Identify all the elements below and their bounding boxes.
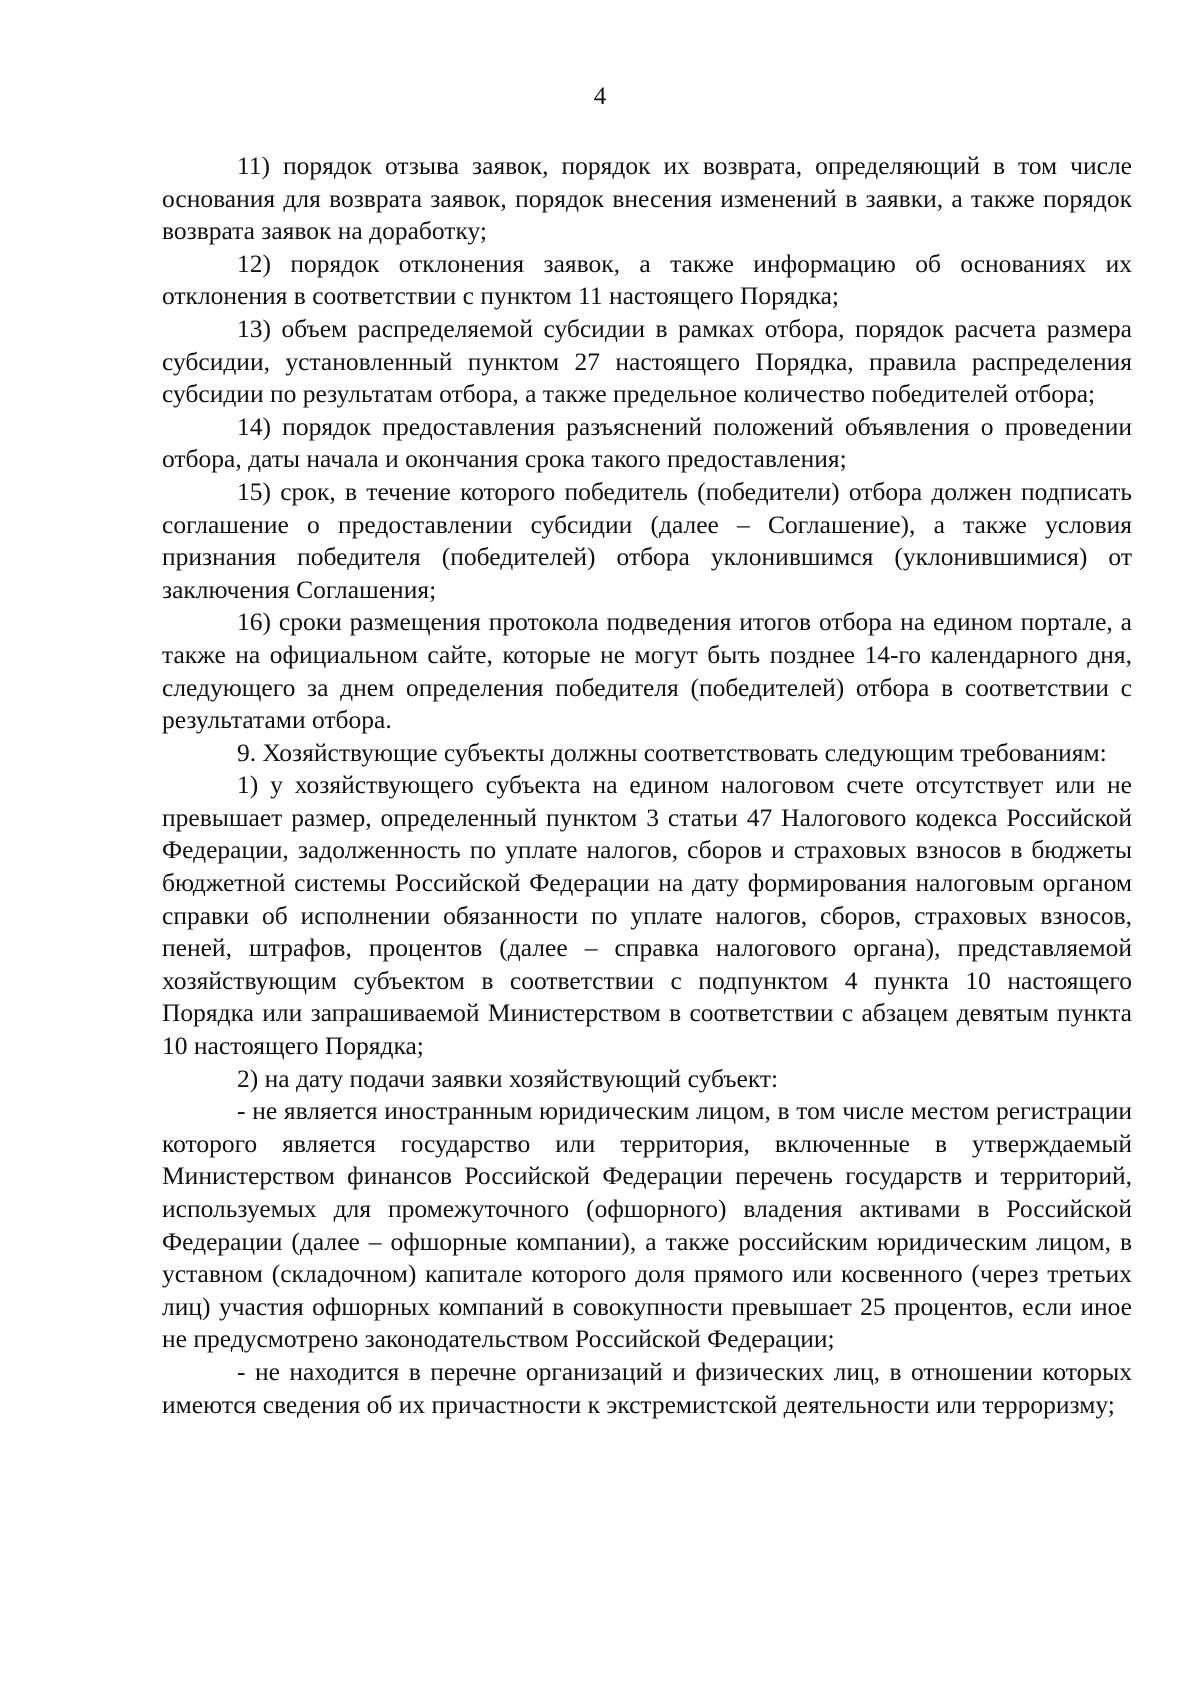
paragraph-item-11: 11) порядок отзыва заявок, порядок их возврата, определяющий в том числе основания для возврата заявок, порядок внесения изменений в заявки, а также порядок возврата заявок на доработку; (162, 151, 1132, 246)
document-body (162, 150, 1132, 1421)
paragraph-item-12: 12) порядок отклонения заявок, а также информацию об основаниях их отклонения в соответствии с пунктом 11 настоящего Порядка; (162, 248, 1132, 311)
paragraph-item-13: 13) объем распределяемой субсидии в рамках отбора, порядок расчета размера субсидии, установленный пунктом 27 настоящего Порядка, правила распределения субсидии по результатам отбора, а также предельное количество победителей отбора; (162, 313, 1132, 409)
paragraph-requirement-1: 1) у хозяйствующего субъекта на едином налоговом счете отсутствует или не превышает размер, определенный пунктом 3 статьи 47 Налогового кодекса Российской Федерации, задолженность по уплате налогов, сборов и страховых взносов в бюджеты бюджетной системы Российской Федерации на дату формирования налоговым органом справки об исполнении обязанности по уплате налогов, сборов, страховых взносов, пеней, штрафов, процентов (далее – справка налогового органа), представляемой хозяйствующим субъектом в соответствии с подпунктом 4 пункта 10 настоящего Порядка или запрашиваемой Министерством в соответствии с абзацем девятым пункта 10 настоящего Порядка; (162, 770, 1132, 1061)
paragraph-item-16: 16) сроки размещения протокола подведения итогов отбора на едином портале, а также на официальном сайте, которые не могут быть позднее 14-го календарного дня, следующего за днем определения победителя (победителей) отбора в соответствии с результатами отбора. (162, 607, 1132, 735)
page-number: 4 (593, 83, 607, 110)
paragraph-dash-offshore: - не является иностранным юридическим лицом, в том числе местом регистрации которого является государство или территория, включенные в утверждаемый Министерством финансов Российской Федерации перечень государств и территорий, используемых для промежуточного (офшорного) владения активами в Российской Федерации (далее – офшорные компании), а также российским юридическим лицом, в уставном (складочном) капитале которого доля прямого или косвенного (через третьих лиц) участия офшорных компаний в совокупности превышает 25 процентов, если иное не предусмотрено законодательством Российской Федерации; (162, 1096, 1132, 1354)
paragraph-item-14: 14) порядок предоставления разъяснений положений объявления о проведении отбора, даты начала и окончания срока такого предоставления; (162, 411, 1132, 474)
paragraph-item-15: 15) срок, в течение которого победитель (победители) отбора должен подписать соглашение о предоставлении субсидии (далее – Соглашение), а также условия признания победителя (победителей) отбора уклонившимся (уклонившимися) от заключения Соглашения; (162, 476, 1132, 604)
paragraph-section-9: 9. Хозяйствующие субъекты должны соответствовать следующим требованиям: (237, 737, 1107, 767)
paragraph-requirement-2: 2) на дату подачи заявки хозяйствующий субъект: (237, 1063, 779, 1093)
paragraph-dash-extremism: - не находится в перечне организаций и физических лиц, в отношении которых имеются сведения об их причастности к экстремистской деятельности или терроризму; (162, 1356, 1132, 1419)
